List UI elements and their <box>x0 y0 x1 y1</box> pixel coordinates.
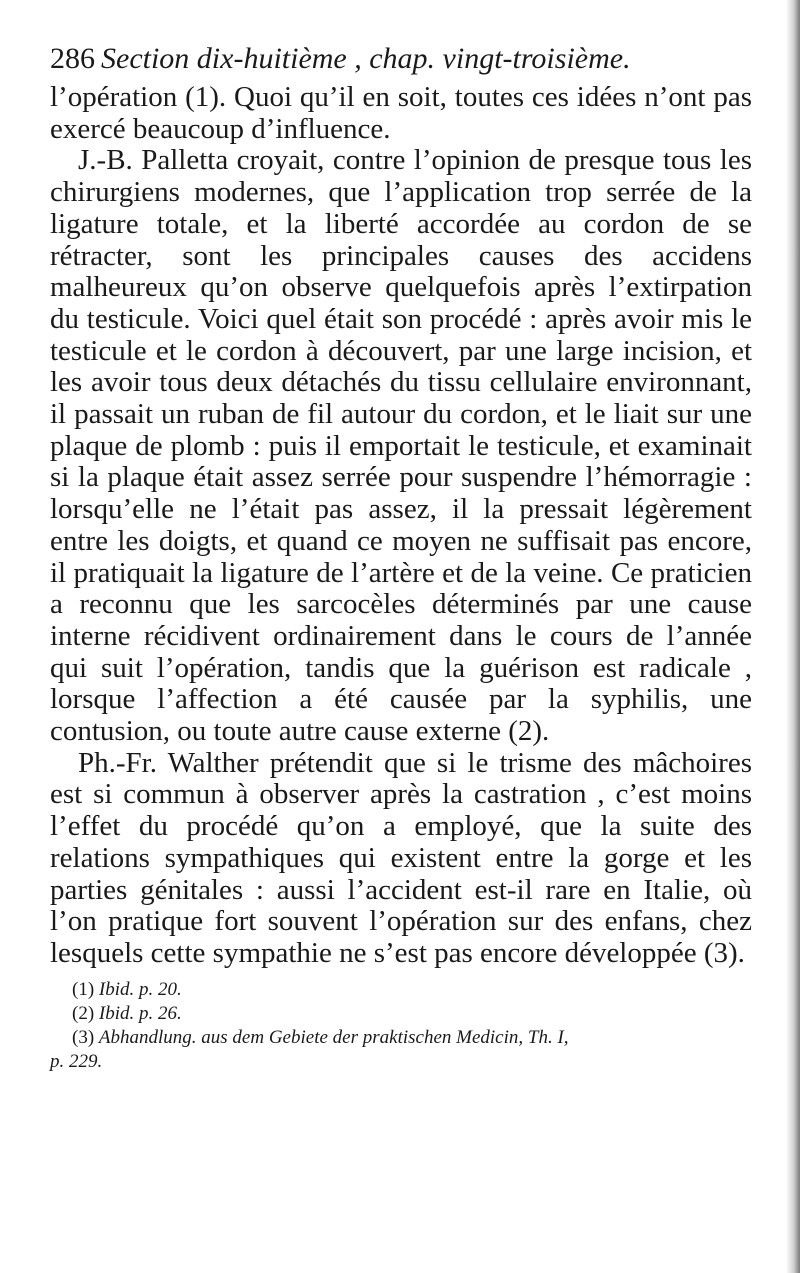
footnote-mark: (2) <box>72 1002 95 1024</box>
paragraph-palletta: J.-B. Palletta croyait, contre l’opinion de presque tous les chirurgiens modernes, que l’application trop serrée de la ligature totale, et la liberté accordée au cordon de se rétracter, sont les principales causes des accidens malheureux qu’on observe quelquefois après l’extirpation du testicule. Voici quel était son procédé : après avoir mis le testicule et le cordon à découvert, par une large incision, et les avoir tous deux détachés du tissu cellulaire environnant, il passait un ruban de fil autour du cordon, et le liait sur une plaque de plomb : puis il emportait le testicule, et examinait si la plaque était assez serrée pour suspendre l’hémorragie : lorsqu’elle ne l’était pas assez, il la pressait légèrement entre les doigts, et quand ce moyen ne suffisait pas encore, il pratiquait la ligature de l’artère et de la veine. Ce praticien a reconnu que les sarcocèles déterminés par une cause interne récidivent ordinairement dans le cours de l’année qui suit l’opération, tandis que la guérison est radicale , lorsque l’affection a été causée par la syphilis, une contusion, ou toute autre cause externe (2). <box>50 144 752 748</box>
footnote-3-continuation <box>50 1050 752 1074</box>
footnote-1 <box>72 978 752 1002</box>
footnote-2 <box>72 1002 752 1026</box>
running-header <box>50 40 752 82</box>
footnote-text: p. 229. <box>50 1050 103 1072</box>
footnote-text: Abhandlung. aus dem Gebiete der praktischen Medicin, Th. I, <box>98 1026 569 1048</box>
paragraph-continuation: l’opération (1). Quoi qu’il en soit, toutes ces idées n’ont pas exercé beaucoup d’influence. <box>50 81 752 145</box>
footnote-text: Ibid. p. 20. <box>98 978 182 1000</box>
running-title: Section dix-huitième , chap. vingt-troisième. <box>101 42 631 75</box>
body-text <box>50 82 752 970</box>
page-edge-shadow <box>786 0 800 1273</box>
page-number: 286 <box>50 42 95 75</box>
footnotes <box>50 978 752 1074</box>
footnote-text: Ibid. p. 26. <box>98 1002 182 1024</box>
footnote-3 <box>72 1026 752 1050</box>
paragraph-walther: Ph.-Fr. Walther prétendit que si le trisme des mâchoires est si commun à observer après la castration , c’est moins l’effet du procédé qu’on a employé, que la suite des relations sympathiques qui existent entre la gorge et les parties génitales : aussi l’accident est-il rare en Italie, où l’on pratique fort souvent l’opération sur des enfans, chez lesquels cette sympathie ne s’est pas encore développée (3). <box>50 746 752 969</box>
footnote-mark: (3) <box>72 1026 95 1048</box>
footnote-mark: (1) <box>72 978 95 1000</box>
